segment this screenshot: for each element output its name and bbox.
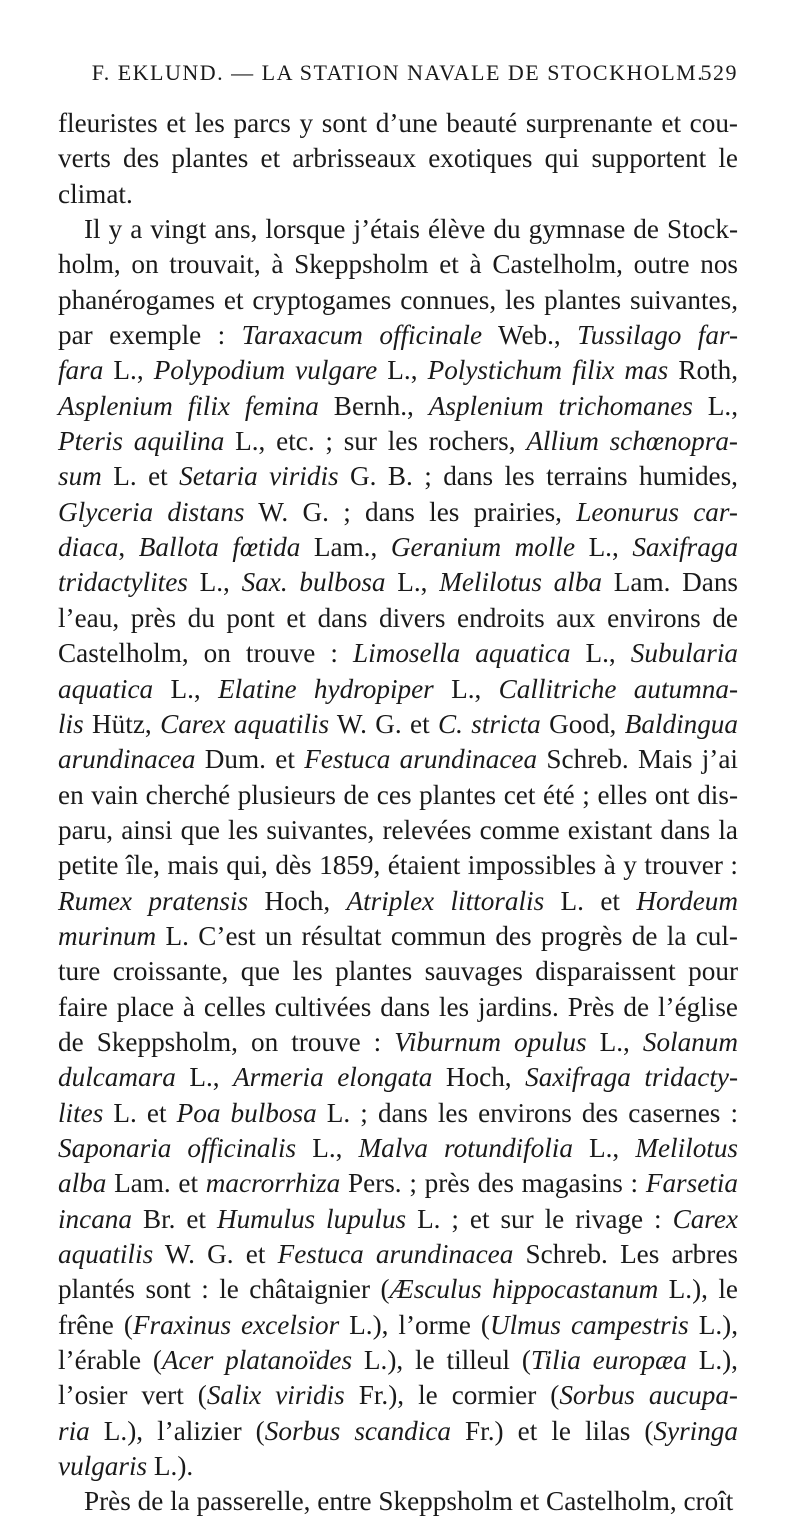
text-line: fleuristes et les parcs y sont d’une beauté surprenante et cou- bbox=[58, 108, 738, 138]
text-line: ture croissante, que les plantes sauvages disparaissent pour bbox=[58, 956, 738, 987]
text-line: Castelholm, on trouve : Limosella aquatica L., Subularia bbox=[58, 638, 738, 669]
page-number: 529 bbox=[700, 60, 738, 85]
running-head bbox=[58, 60, 738, 90]
text-line: Asplenium filix femina Bernh., Asplenium trichomanes L., bbox=[58, 390, 738, 421]
text-line: Glyceria distans W. G. ; dans les prairies, Leonurus car- bbox=[58, 496, 738, 527]
text-line: frêne (Fraxinus excelsior L.), l’orme (Ulmus campestris L.), bbox=[58, 1309, 738, 1340]
text-line: plantés sont : le châtaignier (Æsculus hippocastanum L.), le bbox=[58, 1274, 738, 1305]
text-line: fara L., Polypodium vulgare L., Polystichum filix mas Roth, bbox=[58, 355, 739, 386]
text-line: par exemple : Taraxacum officinale Web., Tussilago far- bbox=[58, 320, 739, 351]
text-line: Près de la passerelle, entre Skeppsholm et Castelholm, croît bbox=[84, 1486, 734, 1517]
text-line: sum L. et Setaria viridis G. B. ; dans les terrains humides, bbox=[58, 461, 738, 492]
text-line: climat. bbox=[58, 178, 133, 209]
text-line: verts des plantes et arbrisseaux exotiques qui supportent le bbox=[58, 143, 738, 174]
running-title: F. EKLUND. — LA STATION NAVALE DE STOCKHOLM. bbox=[91, 60, 705, 85]
text-line: aquatica L., Elatine hydropiper L., Callitriche autumna- bbox=[58, 673, 739, 704]
text-line: alba Lam. et macrorrhiza Pers. ; près des magasins : Farsetia bbox=[58, 1168, 738, 1199]
text-line: vulgaris L.). bbox=[58, 1451, 194, 1482]
text-line: dulcamara L., Armeria elongata Hoch, Saxifraga tridacty- bbox=[58, 1062, 738, 1093]
text-line: Pteris aquilina L., etc. ; sur les rochers, Allium schœnopra- bbox=[58, 426, 738, 457]
text-line: Rumex pratensis Hoch, Atriplex littoralis L. et Hordeum bbox=[58, 885, 739, 916]
text-line: Il y a vingt ans, lorsque j’étais élève du gymnase de Stock- bbox=[84, 214, 738, 245]
text-line: paru, ainsi que les suivantes, relevées comme existant dans la bbox=[58, 814, 738, 845]
text-line: phanérogames et cryptogames connues, les plantes suivantes, bbox=[58, 284, 738, 315]
text-line: en vain cherché plusieurs de ces plantes cet été ; elles ont dis- bbox=[58, 779, 738, 810]
text-line: faire place à celles cultivées dans les jardins. Près de l’église bbox=[58, 991, 738, 1022]
body-text bbox=[58, 106, 738, 1520]
text-line: arundinacea Dum. et Festuca arundinacea Schreb. Mais j’ai bbox=[58, 744, 738, 775]
text-line: incana Br. et Humulus lupulus L. ; et sur le rivage : Carex bbox=[58, 1203, 738, 1234]
text-line: l’osier vert (Salix viridis Fr.), le cormier (Sorbus aucupa- bbox=[58, 1380, 738, 1411]
text-line: aquatilis W. G. et Festuca arundinacea Schreb. Les arbres bbox=[58, 1239, 738, 1269]
text-line: lites L. et Poa bulbosa L. ; dans les environs des casernes : bbox=[58, 1097, 738, 1128]
text-line: l’érable (Acer platanoïdes L.), le tilleul (Tilia europæa L.), bbox=[58, 1345, 738, 1376]
text-line: petite île, mais qui, dès 1859, étaient impossibles à y trouver : bbox=[58, 850, 738, 881]
text-line: lis Hütz, Carex aquatilis W. G. et C. stricta Good, Baldingua bbox=[58, 708, 738, 739]
text-line: diaca, Ballota fœtida Lam., Geranium molle L., Saxifraga bbox=[58, 532, 739, 563]
text-line: Saponaria officinalis L., Malva rotundifolia L., Melilotus bbox=[58, 1132, 739, 1163]
text-line: murinum L. C’est un résultat commun des progrès de la cul- bbox=[58, 920, 738, 951]
text-line: tridactylites L., Sax. bulbosa L., Melilotus alba Lam. Dans bbox=[58, 567, 739, 598]
text-line: holm, on trouvait, à Skeppsholm et à Castelholm, outre nos bbox=[58, 249, 738, 280]
text-line: de Skeppsholm, on trouve : Viburnum opulus L., Solanum bbox=[58, 1026, 738, 1057]
text-line: l’eau, près du pont et dans divers endroits aux environs de bbox=[58, 602, 738, 633]
text-line: ria L.), l’alizier (Sorbus scandica Fr.) et le lilas (Syringa bbox=[58, 1415, 738, 1446]
